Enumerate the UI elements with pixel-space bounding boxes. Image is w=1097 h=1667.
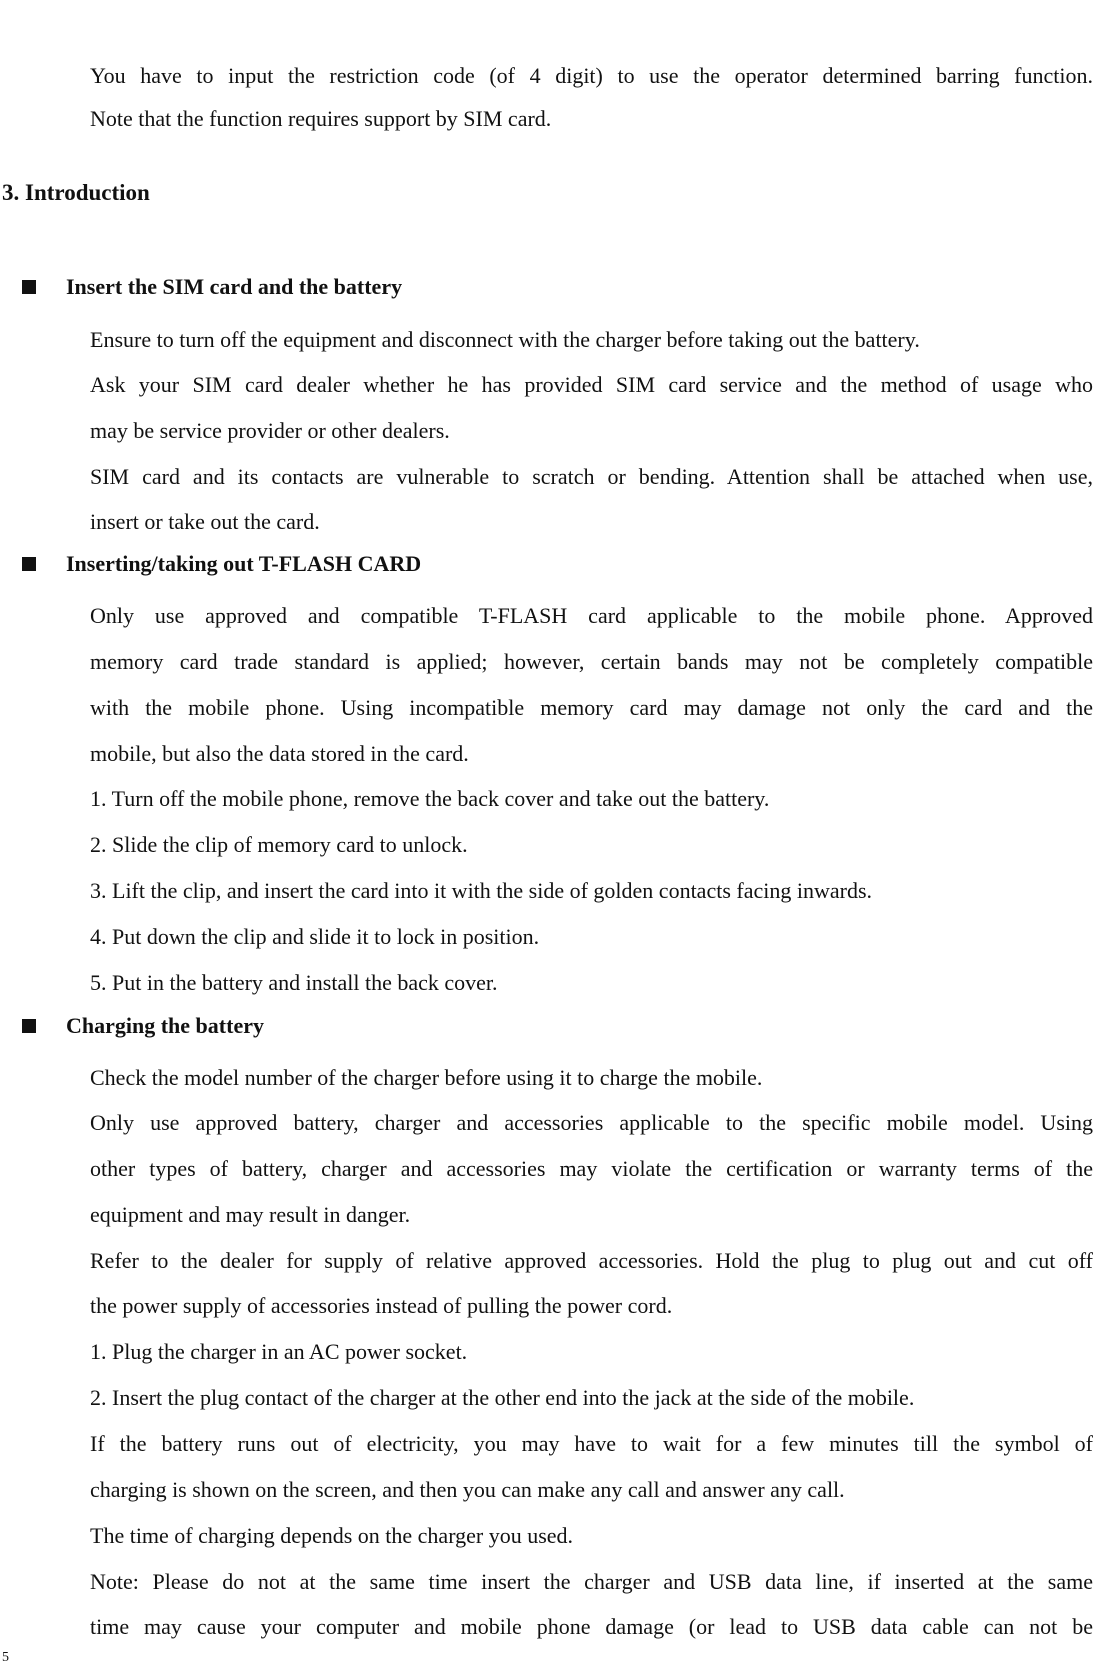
tflash-heading: Inserting/taking out T-FLASH CARD bbox=[66, 551, 422, 576]
tflash-step-5: 5. Put in the battery and install the back cover. bbox=[90, 970, 498, 995]
charging-line-10: Note: Please do not at the same time insert the charger and USB data line, if inserted at the same bbox=[90, 1569, 1093, 1594]
charging-step-2: 2. Insert the plug contact of the charger at the other end into the jack at the side of the mobile. bbox=[90, 1385, 915, 1410]
charging-line-6: the power supply of accessories instead of pulling the power cord. bbox=[90, 1293, 673, 1318]
page-number: 5 bbox=[2, 1650, 9, 1665]
sim-line-1: Ensure to turn off the equipment and disconnect with the charger before taking out the battery. bbox=[90, 327, 920, 352]
sim-heading: Insert the SIM card and the battery bbox=[66, 274, 403, 299]
sim-line-2: Ask your SIM card dealer whether he has provided SIM card service and the method of usage who bbox=[90, 372, 1093, 397]
intro-line-1: You have to input the restriction code (of 4 digit) to use the operator determined barring function. bbox=[90, 63, 1093, 88]
charging-line-1: Check the model number of the charger before using it to charge the mobile. bbox=[90, 1065, 763, 1090]
tflash-step-1: 1. Turn off the mobile phone, remove the back cover and take out the battery. bbox=[90, 786, 770, 811]
charging-heading: Charging the battery bbox=[66, 1013, 264, 1038]
charging-line-5: Refer to the dealer for supply of relative approved accessories. Hold the plug to plug out and cut off bbox=[90, 1248, 1093, 1273]
sim-line-4: SIM card and its contacts are vulnerable to scratch or bending. Attention shall be attached when use, bbox=[90, 464, 1093, 489]
charging-line-3: other types of battery, charger and accessories may violate the certification or warranty terms of the bbox=[90, 1156, 1093, 1181]
tflash-step-4: 4. Put down the clip and slide it to lock in position. bbox=[90, 924, 540, 949]
bullet-square-icon bbox=[22, 1019, 36, 1033]
sim-line-5: insert or take out the card. bbox=[90, 509, 320, 534]
charging-line-2: Only use approved battery, charger and accessories applicable to the specific mobile model. Using bbox=[90, 1110, 1093, 1135]
tflash-line-3: with the mobile phone. Using incompatible memory card may damage not only the card and the bbox=[90, 695, 1093, 720]
section-title: 3. Introduction bbox=[2, 180, 150, 205]
charging-step-1: 1. Plug the charger in an AC power socket. bbox=[90, 1339, 468, 1364]
bullet-square-icon bbox=[22, 280, 36, 294]
tflash-step-2: 2. Slide the clip of memory card to unlock. bbox=[90, 832, 468, 857]
tflash-step-3: 3. Lift the clip, and insert the card into it with the side of golden contacts facing inwards. bbox=[90, 878, 873, 903]
tflash-line-1: Only use approved and compatible T-FLASH card applicable to the mobile phone. Approved bbox=[90, 603, 1093, 628]
charging-line-4: equipment and may result in danger. bbox=[90, 1202, 411, 1227]
charging-line-11: time may cause your computer and mobile phone damage (or lead to USB data cable can not be bbox=[90, 1614, 1093, 1639]
intro-line-2: Note that the function requires support by SIM card. bbox=[90, 106, 552, 131]
charging-line-9: The time of charging depends on the charger you used. bbox=[90, 1523, 574, 1548]
bullet-square-icon bbox=[22, 557, 36, 571]
charging-line-7: If the battery runs out of electricity, you may have to wait for a few minutes till the symbol of bbox=[90, 1431, 1093, 1456]
charging-line-8: charging is shown on the screen, and then you can make any call and answer any call. bbox=[90, 1477, 845, 1502]
sim-line-3: may be service provider or other dealers. bbox=[90, 418, 450, 443]
tflash-line-2: memory card trade standard is applied; however, certain bands may not be completely compatible bbox=[90, 649, 1093, 674]
tflash-line-4: mobile, but also the data stored in the card. bbox=[90, 741, 469, 766]
